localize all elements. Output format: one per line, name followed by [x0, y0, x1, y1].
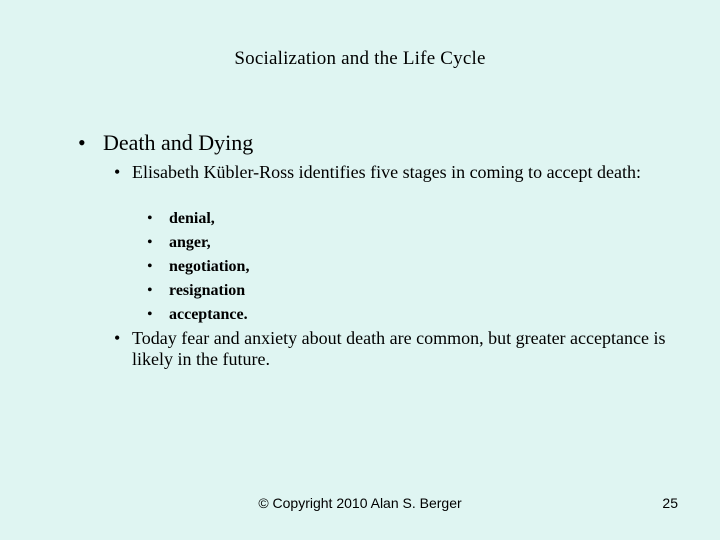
- sub-bullet-text: Elisabeth Kübler-Ross identifies five stages in coming to accept death:: [132, 162, 642, 182]
- bullet-marker: •: [147, 210, 153, 227]
- copyright-footer: © Copyright 2010 Alan S. Berger: [258, 495, 462, 511]
- bullet-marker: •: [147, 282, 153, 299]
- bullet-marker: •: [78, 130, 86, 155]
- stage-text: anger,: [169, 234, 211, 251]
- sub-bullet-future: [114, 328, 674, 370]
- sub-bullet-stages: [114, 162, 674, 183]
- bullet-marker: •: [114, 162, 121, 182]
- main-bullet: [78, 129, 253, 157]
- list-item: [147, 255, 249, 279]
- slide-title: Socialization and the Life Cycle: [234, 48, 486, 69]
- list-item: [147, 207, 249, 231]
- list-item: [147, 231, 249, 255]
- stages-list: [147, 207, 249, 327]
- bullet-marker: •: [114, 328, 121, 348]
- bullet-marker: •: [147, 306, 153, 323]
- stage-text: acceptance.: [169, 306, 248, 323]
- list-item: [147, 303, 249, 327]
- page-number: 25: [662, 495, 678, 511]
- bullet-marker: •: [147, 258, 153, 275]
- stage-text: denial,: [169, 210, 215, 227]
- list-item: [147, 279, 249, 303]
- sub-bullet-text: Today fear and anxiety about death are common, but greater acceptance is likely in the future.: [132, 328, 666, 369]
- main-bullet-text: Death and Dying: [103, 130, 254, 155]
- stage-text: resignation: [169, 282, 246, 299]
- stage-text: negotiation,: [169, 258, 250, 275]
- bullet-marker: •: [147, 234, 153, 251]
